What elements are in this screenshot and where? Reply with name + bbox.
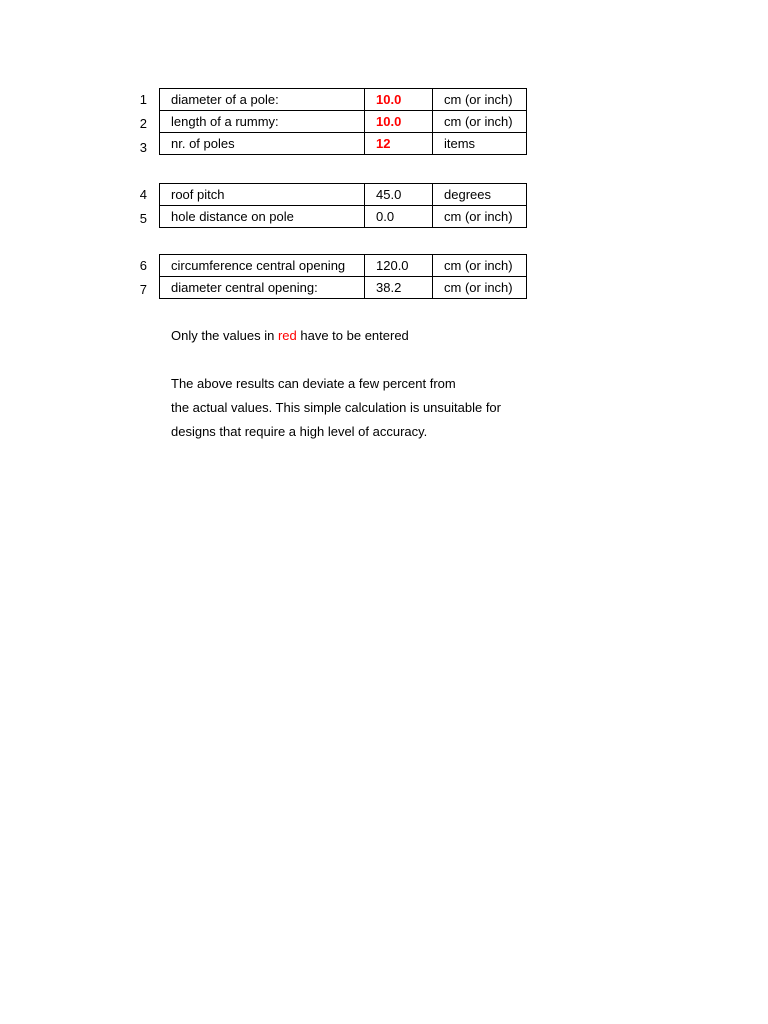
roof-pitch-value: 45.0 xyxy=(365,184,433,206)
rummy-length-value[interactable]: 10.0 xyxy=(365,111,433,133)
row-number-1: 1 xyxy=(139,92,147,107)
disclaimer-line-2: the actual values. This simple calculation is unsuitable for xyxy=(171,400,501,415)
note-highlight: red xyxy=(277,328,297,343)
pole-count-label: nr. of poles xyxy=(160,133,365,155)
hole-distance-value: 0.0 xyxy=(365,206,433,228)
pole-diameter-label: diameter of a pole: xyxy=(160,89,365,111)
row-number-4: 4 xyxy=(139,187,147,202)
table-row xyxy=(160,184,527,206)
rummy-length-unit: cm (or inch) xyxy=(433,111,527,133)
row-number-5: 5 xyxy=(139,211,147,226)
disclaimer-line-3: designs that require a high level of accuracy. xyxy=(171,424,428,439)
table-row xyxy=(160,89,527,111)
note-text-before: Only the values in xyxy=(171,328,278,343)
disclaimer-line-1: The above results can deviate a few percent from xyxy=(171,376,456,391)
pole-count-unit: items xyxy=(433,133,527,155)
opening-diameter-value: 38.2 xyxy=(365,277,433,299)
opening-diameter-label: diameter central opening: xyxy=(160,277,365,299)
table-row xyxy=(160,206,527,228)
roof-pitch-unit: degrees xyxy=(433,184,527,206)
table-row xyxy=(160,255,527,277)
row-number-6: 6 xyxy=(139,258,147,273)
pole-diameter-value[interactable]: 10.0 xyxy=(365,89,433,111)
roof-results-table xyxy=(159,183,527,228)
hole-distance-unit: cm (or inch) xyxy=(433,206,527,228)
table-row xyxy=(160,111,527,133)
pole-count-value[interactable]: 12 xyxy=(365,133,433,155)
row-number-3: 3 xyxy=(139,140,147,155)
circumference-label: circumference central opening xyxy=(160,255,365,277)
instruction-note xyxy=(171,328,409,343)
row-number-2: 2 xyxy=(139,116,147,131)
hole-distance-label: hole distance on pole xyxy=(160,206,365,228)
circumference-unit: cm (or inch) xyxy=(433,255,527,277)
opening-diameter-unit: cm (or inch) xyxy=(433,277,527,299)
rummy-length-label: length of a rummy: xyxy=(160,111,365,133)
central-opening-table xyxy=(159,254,527,299)
table-row xyxy=(160,277,527,299)
table-row xyxy=(160,133,527,155)
roof-pitch-label: roof pitch xyxy=(160,184,365,206)
note-text-after: have to be entered xyxy=(296,328,409,343)
pole-diameter-unit: cm (or inch) xyxy=(433,89,527,111)
input-parameters-table xyxy=(159,88,527,155)
row-number-7: 7 xyxy=(139,282,147,297)
circumference-value: 120.0 xyxy=(365,255,433,277)
